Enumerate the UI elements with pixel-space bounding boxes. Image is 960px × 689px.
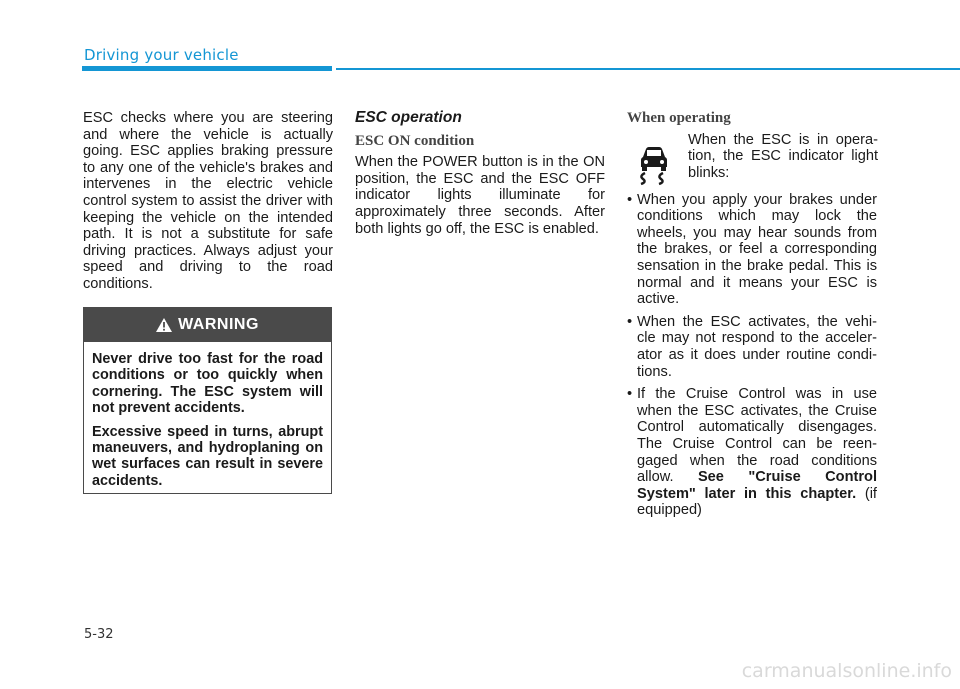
esc-on-condition-heading: ESC ON condition: [355, 132, 475, 149]
warning-triangle-icon: [156, 318, 172, 332]
header-rule-thick: [82, 66, 332, 71]
warning-paragraph-2: Excessive speed in turns, abrupt maneuvers, and hydroplaning on wet surfaces can result in severe accidents.: [92, 423, 323, 489]
bullet-cruise-control: [627, 386, 877, 519]
esc-indicator-icon: [629, 136, 679, 186]
cruise-control-suffix: (if equipped): [637, 485, 877, 519]
cruise-control-reference: See "Cruise Control System" later in this chapter.: [637, 469, 877, 502]
column-left: [83, 110, 333, 293]
header-rule-thin: [336, 68, 960, 70]
warning-body: [84, 342, 331, 489]
column-right: [627, 110, 877, 525]
column-middle: [355, 110, 605, 237]
warning-paragraph-1: Never drive too fast for the road conditions or too quickly when cornering. The ESC system will not prevent accidents.: [92, 351, 323, 417]
when-operating-heading: When operating: [627, 110, 731, 126]
warning-header: [84, 308, 331, 342]
page-number: 5-32: [84, 627, 114, 642]
bullet-accelerator: • When the ESC activates, the vehi-cle may not respond to the acceler-ator as it does under routine condi-tions.: [627, 314, 877, 380]
bullet-brakes: • When you apply your brakes under conditions which may lock the wheels, you may hear sounds from the brakes, or feel a corresponding sensation in the brake pedal. This is normal and it means your ESC is active.: [627, 192, 877, 308]
esc-operation-heading: ESC operation: [355, 109, 462, 126]
section-title: Driving your vehicle: [84, 46, 239, 64]
warning-title: WARNING: [178, 316, 259, 333]
cruise-control-text: If the Cruise Control was in use when the ESC activates, the Cruise Control automatically disengages. The Cruise Control can be reen-gaged when the road conditions allow.: [637, 386, 877, 486]
esc-on-paragraph: When the POWER button is in the ON position, the ESC and the ESC OFF indicator lights illuminate for approximately three seconds. After both lights go off, the ESC is enabled.: [355, 154, 605, 237]
warning-box: [83, 307, 332, 494]
intro-paragraph: ESC checks where you are steering and where the vehicle is actually going. ESC applies braking pressure to any one of the vehicle's brakes and intervenes in the electric vehicle control system to assist the driver with keeping the vehicle on the intended path. It is not a substitute for safe driving practices. Always adjust your speed and driving to the road conditions.: [83, 110, 333, 292]
indicator-row: [627, 132, 877, 186]
indicator-description: When the ESC is in opera-tion, the ESC indicator light blinks:: [688, 131, 878, 181]
operating-bullet-list: [627, 192, 877, 519]
watermark: carmanualsonline.info: [741, 660, 952, 682]
